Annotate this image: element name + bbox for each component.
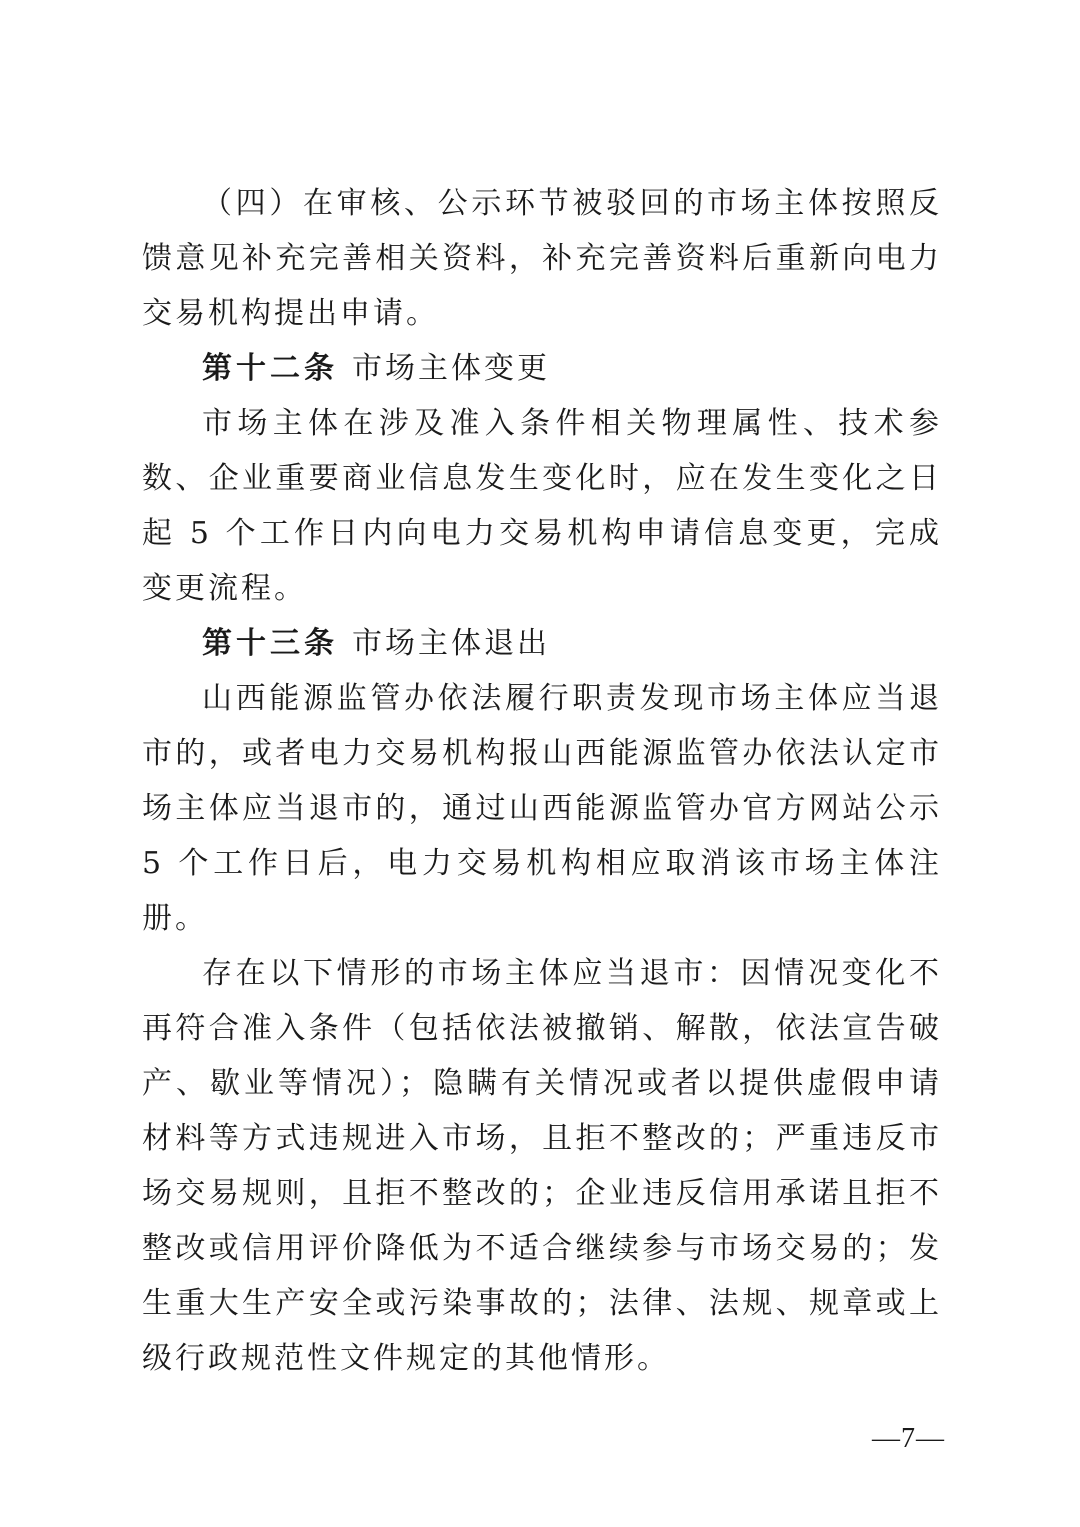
para-article-12: 市场主体在涉及准入条件相关物理属性、技术参数、企业重要商业信息发生变化时，应在发生变化之日起 5 个工作日内向电力交易机构申请信息变更，完成变更流程。	[142, 406, 942, 606]
article-13-heading	[142, 616, 942, 671]
para-item-four: （四）在审核、公示环节被驳回的市场主体按照反馈意见补充完善相关资料，补充完善资料后重新向电力交易机构提出申请。	[142, 186, 942, 331]
document-body	[142, 176, 942, 1386]
article-12-heading	[142, 341, 942, 396]
para-article-13-b: 存在以下情形的市场主体应当退市：因情况变化不再符合准入条件（包括依法被撤销、解散，依法宣告破产、歇业等情况）；隐瞒有关情况或者以提供虚假申请材料等方式违规进入市场，且拒不整改的；严重违反市场交易规则，且拒不整改的；企业违反信用承诺且拒不整改或信用评价降低为不适合继续参与市场交易的；发生重大生产安全或污染事故的；法律、法规、规章或上级行政规范性文件规定的其他情形。	[142, 956, 942, 1376]
article-13-number: 第十三条	[202, 626, 338, 661]
para-article-13-a: 山西能源监管办依法履行职责发现市场主体应当退市的，或者电力交易机构报山西能源监管办依法认定市场主体应当退市的，通过山西能源监管办官方网站公示 5 个工作日后，电力交易机构相应取消该市场主体注册。	[142, 681, 942, 936]
article-12-number: 第十二条	[202, 351, 338, 386]
article-12-title: 市场主体变更	[352, 351, 550, 386]
page-number: —7—	[872, 1423, 945, 1454]
article-13-title: 市场主体退出	[352, 626, 550, 661]
